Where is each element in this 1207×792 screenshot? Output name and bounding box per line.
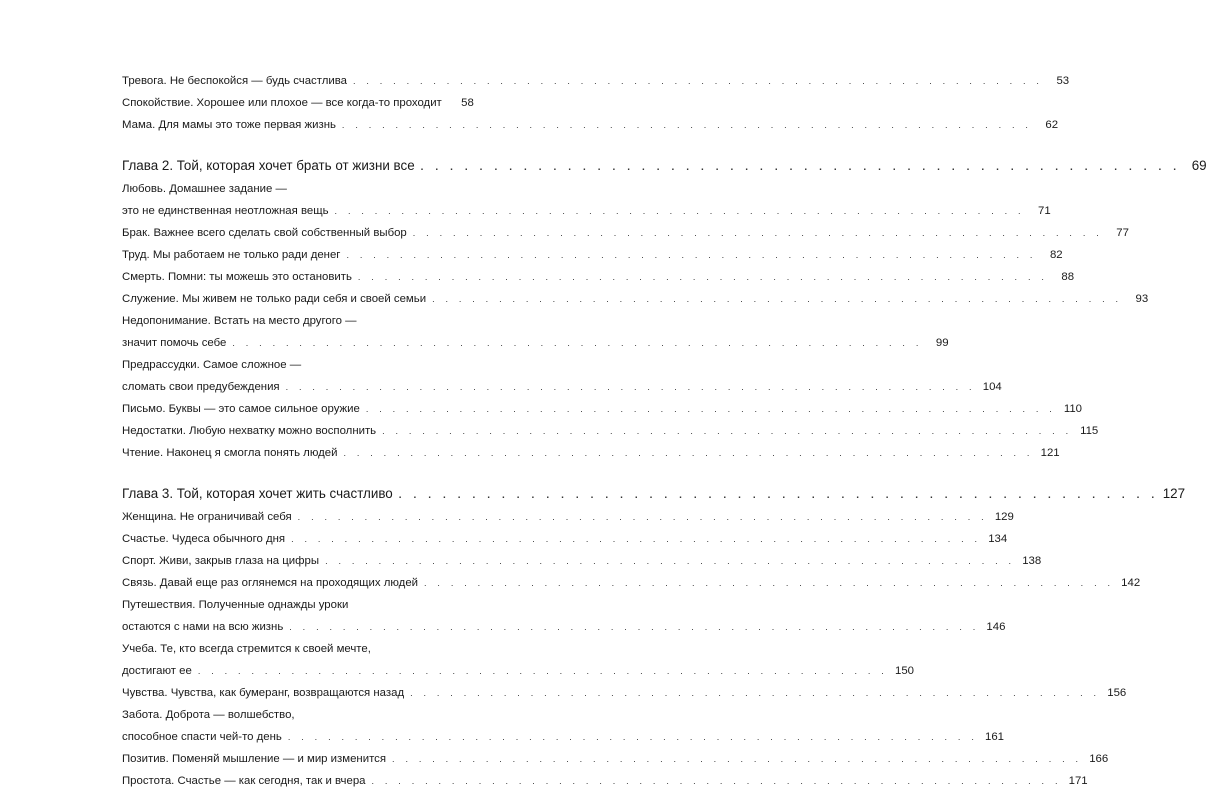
section-gap (122, 464, 472, 482)
page-number: 99 (935, 337, 949, 349)
section-gap (122, 136, 472, 154)
entry-title: Недопонимание. Встать на место другого — (122, 315, 357, 327)
page-number: 121 (1040, 447, 1060, 459)
toc-entry (122, 572, 1141, 594)
toc-entry (122, 310, 472, 332)
entry-title: Спокойствие. Хорошее или плохое — все когда-то проходит (122, 97, 442, 109)
dot-leader: . . . . . . . . . . . . . . . . . . . . . . . . . . . . . . . . . . . . . . . . . . . . . . . . . . . . (365, 404, 1056, 414)
page-number: 156 (1107, 687, 1127, 699)
toc-entry (122, 398, 1082, 420)
page-number: 142 (1121, 577, 1141, 589)
entry-title: Служение. Мы живем не только ради себя и своей семьи (122, 293, 427, 305)
toc-entry (122, 200, 1051, 222)
toc-entry (122, 704, 472, 726)
entry-title: Брак. Важнее всего сделать свой собственный выбор (122, 227, 407, 239)
entry-title: Счастье. Чудеса обычного дня (122, 533, 286, 545)
dot-leader: . . . . . . . . . . . . . . . . . . . . . . . . . . . . . . . . . . . . . . . . . . . . . . . . . . . . (420, 162, 1181, 173)
table-of-contents (122, 70, 1207, 792)
dot-leader: . . . . . . . . . . . . . . . . . . . . . . . . . . . . . . . . . . . . . . . . . . . . . . . . . . . . (382, 426, 1073, 436)
page-number: 150 (894, 665, 914, 677)
entry-title: Труд. Мы работаем не только ради денег (122, 249, 341, 261)
entry-title: Чтение. Наконец я смогла понять людей (122, 447, 338, 459)
page-number: 77 (1116, 227, 1129, 239)
entry-title: Недостатки. Любую нехватку можно восполнить (122, 425, 377, 437)
dot-leader: . . . . . . . . . . . . . . . . . . . . . . . . . . . . . . . . . . . . . . . . . . . . . . . . . . . . (325, 556, 1016, 566)
toc-entry (122, 222, 1129, 244)
entry-title: Тревога. Не беспокойся — будь счастлива (122, 75, 347, 87)
page-number: 88 (1061, 271, 1075, 283)
page-number: 115 (1080, 425, 1099, 437)
page-number: 171 (1068, 775, 1088, 787)
dot-leader: . . . . . . . . . . . . . . . . . . . . . . . . . . . . . . . . . . . . . . . . . . . . . . . . . . . . (392, 754, 1083, 764)
dot-leader: . . . . . . . . . . . . . . . . . . . . . . . . . . . . . . . . . . . . . . . . . . . . . . . . . . . . (410, 688, 1101, 698)
entry-title: достигают ее (122, 665, 192, 677)
page-number: 71 (1038, 205, 1051, 217)
toc-entry (122, 748, 1109, 770)
entry-title: Предрассудки. Самое сложное — (122, 359, 302, 371)
dot-leader: . . . . . . . . . . . . . . . . . . . . . . . . . . . . . . . . . . . . . . . . . . . . . . . . . . . . (197, 666, 888, 676)
dot-leader: . . . . . . . . . . . . . . . . . . . . . . . . . . . . . . . . . . . . . . . . . . . . . . . . . . . . (346, 250, 1037, 260)
page-number: 146 (986, 621, 1006, 633)
entry-title: Позитив. Поменяй мышление — и мир изменится (122, 753, 387, 765)
dot-leader: . . . . . . . . . . . . . . . . . . . . . . . . . . . . . . . . . . . . . . . . . . . . . . . . . . . . (343, 448, 1034, 458)
page-number: 62 (1045, 119, 1059, 131)
chapter-title: Глава 3. Той, которая хочет жить счастливо (122, 486, 393, 501)
toc-entry (122, 376, 1002, 398)
entry-title: Спорт. Живи, закрыв глаза на цифры (122, 555, 320, 567)
entry-title: сломать свои предубеждения (122, 381, 280, 393)
dot-leader: . . . . . . . . . . . . . . . . . . . . . . . . . . . . . . . . . . . . . . . . . . . . . . . . . . . . (297, 512, 988, 522)
page-number: 69 (1191, 158, 1207, 173)
toc-entry (122, 528, 1008, 550)
entry-title: Чувства. Чувства, как бумеранг, возвращаются назад (122, 687, 405, 699)
toc-entry (122, 726, 1005, 748)
toc-entry (122, 266, 1075, 288)
toc-entry (122, 506, 1014, 528)
page-number: 161 (985, 731, 1005, 743)
toc-entry (122, 550, 1042, 572)
entry-title: это не единственная неотложная вещь (122, 205, 329, 217)
chapter-heading (122, 482, 1186, 506)
dot-leader: . . . . . . . . . . . . . . . . . . . . . . . . . . . . . . . . . . . . . . . . . . . . . . . . . . . . (289, 622, 980, 632)
chapter-title: Глава 2. Той, которая хочет брать от жизни все (122, 158, 415, 173)
entry-title: Связь. Давай еще раз оглянемся на проходящих людей (122, 577, 419, 589)
toc-entry (122, 594, 472, 616)
toc-entry (122, 178, 472, 200)
dot-leader: . . . . . . . . . . . . . . . . . . . . . . . . . . . . . . . . . . . . . . . . . . . . . . . . . . . . (424, 578, 1115, 588)
page-number: 58 (461, 97, 474, 109)
page-number: 166 (1089, 753, 1109, 765)
chapter-heading (122, 154, 1207, 178)
page-number: 104 (982, 381, 1002, 393)
dot-leader: . . . . . . . . . . . . . . . . . . . . . . . . . . . . . . . . . . . . . . . . . . . . . . . . . . . . (287, 732, 979, 742)
entry-title: способное спасти чей-то день (122, 731, 282, 743)
toc-entry (122, 442, 1060, 464)
toc-entry (122, 288, 1149, 310)
entry-title: значит помочь себе (122, 337, 227, 349)
entry-title: Учеба. Те, кто всегда стремится к своей мечте, (122, 643, 371, 655)
toc-entry (122, 420, 1099, 442)
page-number: 129 (994, 511, 1014, 523)
entry-title: Путешествия. Полученные однажды уроки (122, 599, 349, 611)
dot-leader: . . . . . . . . . . . . . . . . . . . . . . . . . . . . . . . . . . . . . . . . . . . . . . . . . . . . (412, 228, 1103, 238)
entry-title: остаются с нами на всю жизнь (122, 621, 284, 633)
dot-leader: . . . . . . . . . . . . . . . . . . . . . . . . . . . . . . . . . . . . . . . . . . . . . . . . . . . . (352, 76, 1044, 86)
toc-entry (122, 770, 1088, 792)
page-number: 53 (1056, 75, 1070, 87)
toc-entry (122, 682, 1127, 704)
page-number: 110 (1063, 403, 1082, 415)
dot-leader: . . . . . . . . . . . . . . . . . . . . . . . . . . . . . . . . . . . . . . . . . . . . . . . . . . . . (285, 382, 976, 392)
dot-leader: . . . . . . . . . . . . . . . . . . . . . . . . . . . . . . . . . . . . . . . . . . . . . . . . . . . . (232, 338, 923, 348)
page-number: 134 (988, 533, 1008, 545)
entry-title: Простота. Счастье — как сегодня, так и вчера (122, 775, 366, 787)
toc-entry (122, 70, 1070, 92)
toc-entry (122, 660, 914, 682)
entry-title: Любовь. Домашнее задание — (122, 183, 287, 195)
dot-leader: . . . . . . . . . . . . . . . . . . . . . . . . . . . . . . . . . . . . . . . . . . . . . . . . . . . . (432, 294, 1123, 304)
entry-title: Забота. Доброта — волшебство, (122, 709, 295, 721)
entry-title: Смерть. Помни: ты можешь это остановить (122, 271, 352, 283)
dot-leader: . . . . . . . . . . . . . . . . . . . . . . . . . . . . . . . . . . . . . . . . . . . . . . . . . . . . (334, 206, 1025, 216)
toc-entry (122, 114, 1059, 136)
toc-entry (122, 92, 472, 114)
page-number: 82 (1049, 249, 1063, 261)
dot-leader: . . . . . . . . . . . . . . . . . . . . . . . . . . . . . . . . . . . . . . . . . . . . . . . . . . . . (291, 534, 982, 544)
dot-leader: . . . . . . . . . . . . . . . . . . . . . . . . . . . . . . . . . . . . . . . . . . . . . . . . . . . . (341, 120, 1033, 130)
toc-entry (122, 244, 1063, 266)
page-number: 127 (1162, 486, 1186, 501)
page-number: 93 (1135, 293, 1149, 305)
entry-title: Женщина. Не ограничивай себя (122, 511, 292, 523)
dot-leader: . . . . . . . . . . . . . . . . . . . . . . . . . . . . . . . . . . . . . . . . . . . . . . . . . . . . (398, 490, 1159, 501)
entry-title: Письмо. Буквы — это самое сильное оружие (122, 403, 360, 415)
toc-entry (122, 332, 949, 354)
page-number: 138 (1022, 555, 1042, 567)
toc-entry (122, 616, 1006, 638)
dot-leader: . . . . . . . . . . . . . . . . . . . . . . . . . . . . . . . . . . . . . . . . . . . . . . . . . . . . (371, 776, 1062, 786)
dot-leader: . . . . . . . . . . . . . . . . . . . . . . . . . . . . . . . . . . . . . . . . . . . . . . . . . . . . (357, 272, 1049, 282)
entry-title: Мама. Для мамы это тоже первая жизнь (122, 119, 336, 131)
toc-entry (122, 638, 472, 660)
toc-entry (122, 354, 472, 376)
